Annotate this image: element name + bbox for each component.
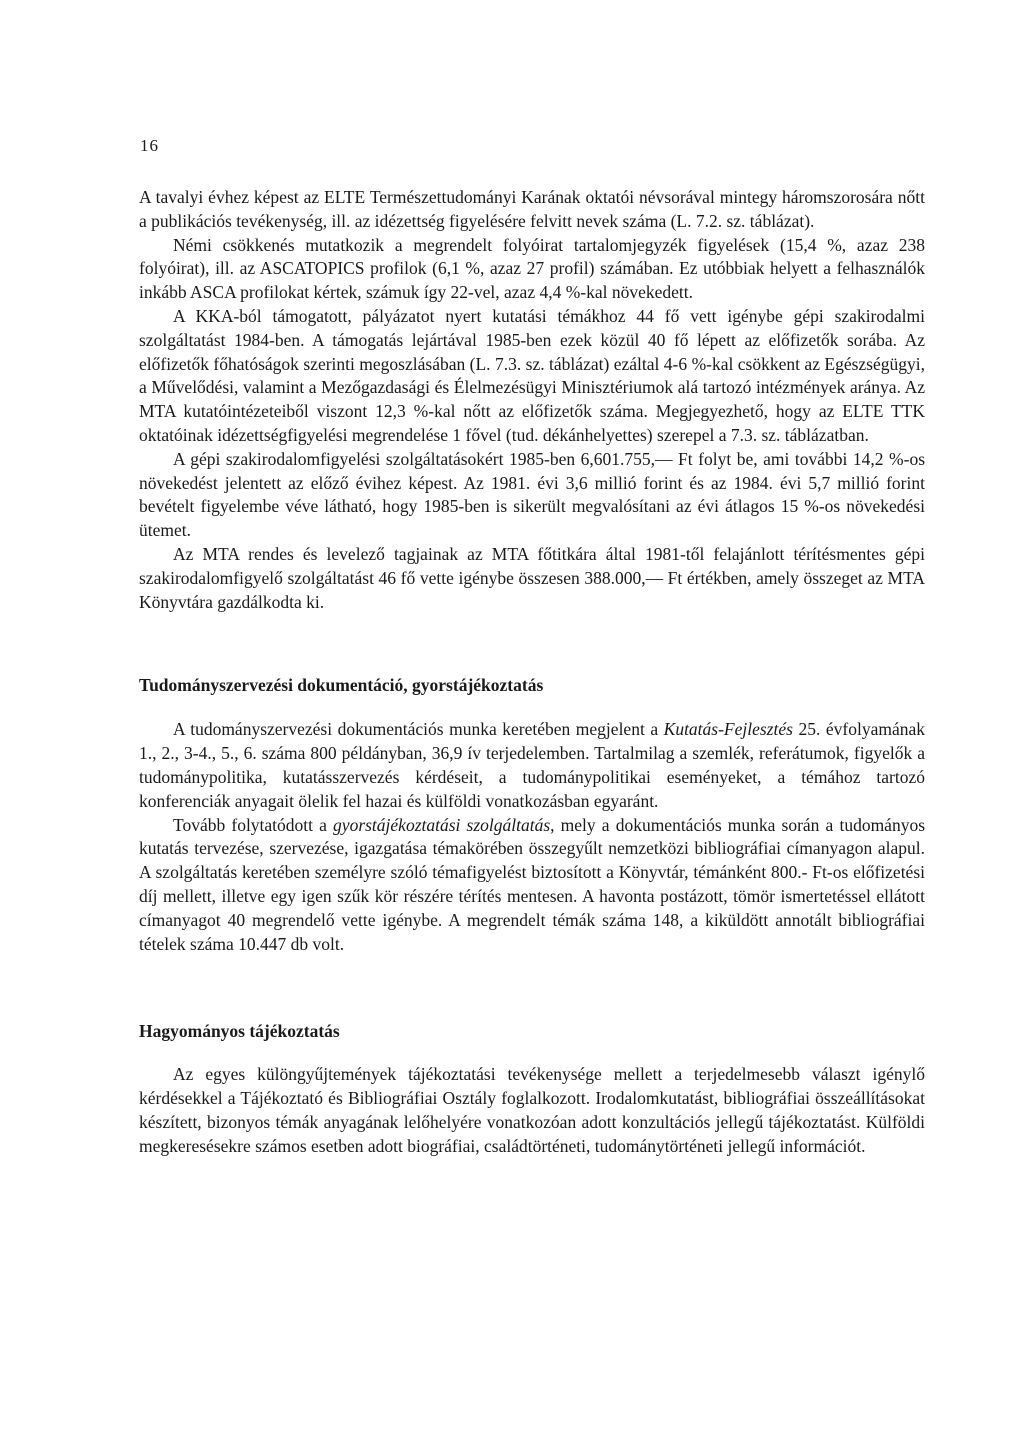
journal-title: Kutatás-Fejlesztés: [663, 719, 793, 740]
paragraph-special-collections: Az egyes különgyűjtemények tájékoztatási tevékenysége mellett a terjedelmesebb választ igénylő kérdésekkel a Tájékoztató és Bibliográfiai Osztály foglalkozott. Irodalomkutatást, bibliográfiai összeállításokat készített, bizonyos témák anyagának lelőhelyére vonatkozóan adott konzultációs jellegű tájékoztatást. Külföldi megkeresésekre számos esetben adott biográfiai, családtörténeti, tudománytörténeti jellegű információt.: [139, 1064, 925, 1156]
section-heading-science-organization: Tudományszervezési dokumentáció, gyorstájékoztatás: [139, 675, 544, 696]
paragraph-documentation-work: [139, 718, 925, 813]
page-content: [139, 186, 925, 1159]
paragraph-service-revenue: A gépi szakirodalomfigyelési szolgáltatásokért 1985-ben 6,601.755,— Ft folyt be, ami további 14,2 %-os növekedést jelentett az előző évihez képest. Az 1981. évi 3,6 millió forint és az 1984. évi 5,7 millió forint bevételt figyelembe véve látható, hogy 1985-ben is sikerült megvalósítani az évi átlagos 15 %-os növekedési ütemet.: [139, 448, 925, 541]
paragraph-text: , mely a dokumentációs munka során a tudományos kutatás tervezése, szervezése, igazgatása témakörében összegyűlt nemzetközi bibliográfiai címanyagon alapul. A szolgáltatás keretében személyre szóló témafigyelést biztosított a Könyvtár, témánként 800.- Ft-os előfizetési díj mellett, illetve egy igen szűk kör részére térítés mentesen. A havonta postázott, tömör ismertetéssel ellátott címanyagot 40 megrendelő vette igénybe. A megrendelt témák száma 148, a kiküldött annotált bibliográfiai tételek száma 10.447 db volt.: [139, 814, 926, 954]
paragraph-kka-subscribers: A KKA-ból támogatott, pályázatot nyert kutatási témákhoz 44 fő vett igénybe gépi szakirodalmi szolgáltatást 1984-ben. A támogatás lejártával 1985-ben ezek közül 40 fő lépett az előfizetők sorába. Az előfizetők főhatóságok szerinti megoszlásában (L. 7.3. sz. táblázat) ezáltal 4-6 %-kal csökkent az Egészségügyi, a Művelődési, valamint a Mezőgazdasági és Élelmezésügyi Minisztériumok alá tartozó intézmények aránya. Az MTA kutatóintézeteiből viszont 12,3 %-kal nőtt az előfizetők száma. Megjegyezhető, hogy az ELTE TTK oktatóinak idézettségfigyelési megrendelése 1 fővel (tud. dékánhelyettes) szerepel a 7.3. sz. táblázatban.: [139, 305, 925, 445]
paragraph-mta-members-service: Az MTA rendes és levelező tagjainak az MTA főtitkára által 1981-től felajánlott térítésmentes gépi szakirodalomfigyelő szolgáltatást 46 fő vette igénybe összesen 388.000,— Ft értékben, amely összeget az MTA Könyvtára gazdálkodta ki.: [139, 543, 925, 612]
paragraph-text: 25. évfolyamának 1., 2., 3-4., 5., 6. száma 800 példányban, 36,9 ív terjedelemben. Tartalmilag a szemlék, referátumok, figyelők a tudománypolitika, kutatásszervezés kérdéseit, a tudománypolitikai eseményeket, a témához tartozó konferenciák anyagait ölelik fel hazai és külföldi vonatkozásban egyaránt.: [139, 719, 925, 811]
paragraph-journal-monitoring: Némi csökkenés mutatkozik a megrendelt folyóirat tartalomjegyzék figyelések (15,4 %, azaz 238 folyóirat), ill. az ASCATOPICS profilok (6,1 %, azaz 27 profil) számában. Ez utóbbiak helyett a felhasználók inkább ASCA profilokat kértek, számuk így 22-vel, azaz 4,4 %-kal növekedett.: [139, 234, 925, 303]
paragraph-text: Tovább folytatódott a: [173, 814, 334, 835]
paragraph-text: A tudományszervezési dokumentációs munka keretében megjelent a: [173, 719, 664, 740]
service-name: gyorstájékoztatási szolgáltatás: [333, 814, 551, 835]
page-number: 16: [140, 136, 159, 155]
section-heading-traditional-information: Hagyományos tájékoztatás: [139, 1021, 340, 1042]
paragraph-rapid-information-service: [139, 814, 925, 957]
paragraph-publication-growth: A tavalyi évhez képest az ELTE Természettudományi Karának oktatói névsorával mintegy háromszorosára nőtt a publikációs tevékenység, ill. az idézettség figyelésére felvitt nevek száma (L. 7.2. sz. táblázat).: [139, 187, 925, 231]
